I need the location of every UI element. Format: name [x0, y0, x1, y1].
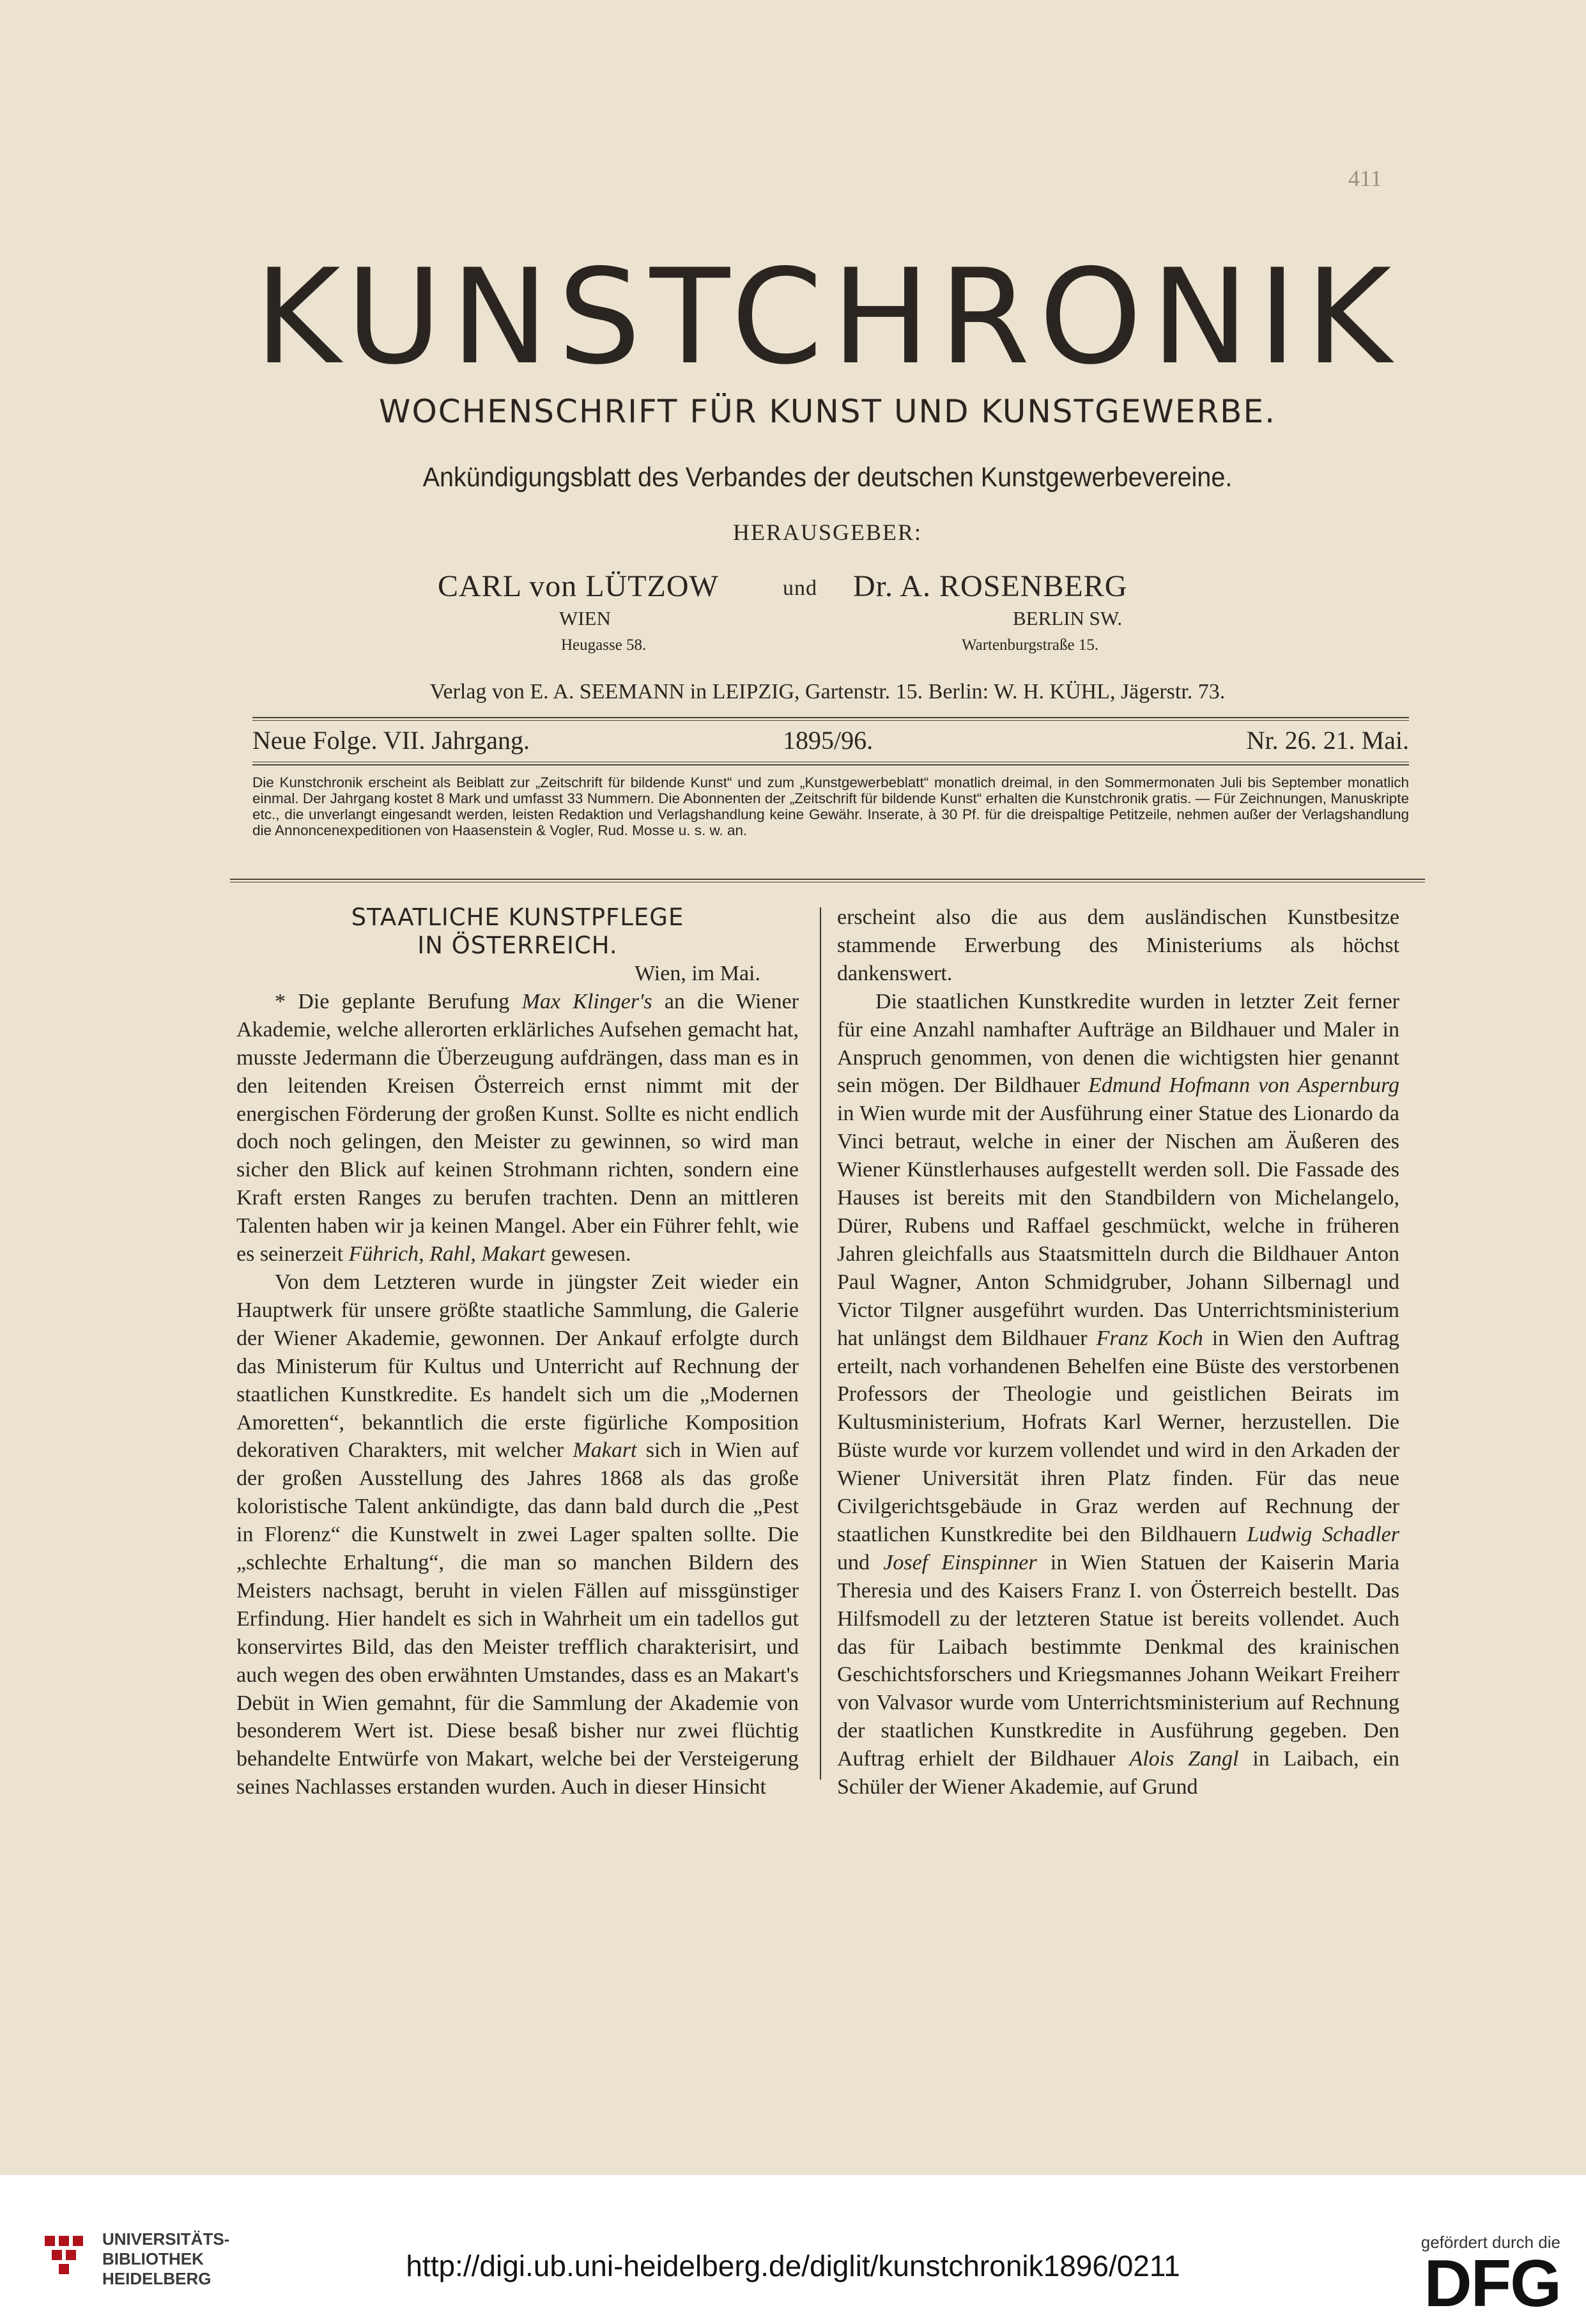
rule-issue [252, 764, 1409, 766]
emphasis: Makart [573, 1438, 637, 1463]
masthead-announcement: Ankündigungsblatt des Verbandes der deutschen Kunstgewerbevereine. [422, 462, 1233, 493]
emphasis: Alois Zangl [1129, 1747, 1239, 1771]
column-left [236, 904, 799, 1801]
article-title-line1: STAATLICHE KUNSTPFLEGE [351, 904, 684, 931]
paragraph: Die staatlichen Kunstkredite wurden in letzter Zeit ferner für eine Anzahl namhafter Aufträge an Bildhauer und Maler in Anspruch genommen, von denen die wichtigsten hier genannt sein mögen. Der Bildhauer Edmund Hofmann von Aspernburg in Wien wurde mit der Ausführung einer Statue des Lionardo da Vinci betraut, welche in einer der Nischen am Äußeren des Wiener Künstlerhauses aufgestellt werden soll. Die Fassade des Hauses ist bereits mit den Standbildern von Michelangelo, Dürer, Rubens und Raffael geschmückt, welche in früheren Jahren gleichfalls aus Staatsmitteln durch die Bildhauer Anton Paul Wagner, Anton Schmidgruber, Johann Silbernagl und Victor Tilgner ausgeführt wurden. Das Unterrichtsministerium hat unlängst dem Bildhauer Franz Koch in Wien den Auftrag erteilt, nach vorhandenen Behelfen eine Büste des verstorbenen Professors der Theologie und geistlichen Beirats im Kultusministerium, Hofrats Karl Werner, herzustellen. Die Büste wurde vor kurzem vollendet und wird in den Arkaden der Wiener Universität ihren Platz finden. Für das neue Civilgerichtsgebäude in Graz werden auf Rechnung der staatlichen Kunstkredite bei den Bildhauern Ludwig Schadler und Josef Einspinner in Wien Statuen der Kaiserin Maria Theresia und des Kaisers Franz I. von Österreich bestellt. Das Hilfsmodell zu der letzteren Statue ist bereits vollendet. Auch das für Laibach bestimmte Denkmal des krainischen Geschichtsforschers und Kriegsmannes Johann Weikart Freiherr von Valvasor wurde vom Unterrichtsministerium auf Rechnung der staatlichen Kunstkredite in Ausführung gegeben. Den Auftrag erhielt der Bildhauer Alois Zangl in Laibach, ein Schüler der Wiener Akademie, auf Grund [837, 989, 1400, 1799]
source-url-link[interactable]: http://digi.ub.uni-heidelberg.de/diglit/kunstchronik1896/0211 [406, 2249, 1180, 2282]
issue-number: Nr. 26. 21. Mai. [1246, 726, 1409, 755]
issue-series: Neue Folge. VII. Jahrgang. [252, 726, 530, 755]
address-left: Heugasse 58. [561, 636, 647, 654]
city-right: BERLIN SW. [1013, 607, 1123, 629]
emphasis: Max Klinger's [521, 989, 652, 1013]
masthead-title: KUNSTCHRONIK [254, 242, 1401, 394]
editors-line [230, 569, 1425, 607]
editors-label: HERAUSGEBER: [732, 519, 923, 545]
page-number: 411 [1348, 165, 1382, 191]
dfg-logo: DFG [1424, 2247, 1560, 2321]
emphasis: Franz Koch [1096, 1326, 1203, 1350]
emphasis: Josef Einspinner [883, 1550, 1037, 1574]
article-dateline: Wien, im Mai. [635, 962, 760, 985]
rule-top-thin [252, 720, 1409, 721]
issue-years: 1895/96. [783, 726, 874, 755]
city-left: WIEN [559, 607, 611, 629]
column-right [837, 904, 1399, 1801]
rule-notice [230, 879, 1425, 880]
editor-left: CARL von LÜTZOW [438, 569, 719, 603]
library-name: UNIVERSITÄTS- BIBLIOTHEK HEIDELBERG [102, 2229, 230, 2288]
publisher-line: Verlag von E. A. SEEMANN in LEIPZIG, Gartenstr. 15. Berlin: W. H. KÜHL, Jägerstr. 73. [429, 680, 1226, 704]
emphasis: Edmund Hofmann von Aspernburg [1088, 1074, 1399, 1098]
masthead-subtitle: WOCHENSCHRIFT FÜR KUNST UND KUNSTGEWERBE. [379, 393, 1276, 430]
issue-line [252, 725, 1409, 757]
funded-by-label: gefördert durch die [1420, 2233, 1560, 2252]
editors-and: und [783, 576, 817, 600]
digitization-footer [0, 2175, 1586, 2324]
article-title-line2: IN ÖSTERREICH. [417, 932, 618, 959]
emphasis: Führich, Rahl, Makart [348, 1242, 546, 1266]
paragraph: * Die geplante Berufung Max Klinger's an die Wiener Akademie, welche allerorten erklärliches Aufsehen gemacht hat, musste Jedermann die Überzeugung aufdrängen, dass man es in den leitenden Kreisen Österreich ernst nimmt mit der energischen Förderung der großen Kunst. Sollte es nicht endlich doch noch gelingen, den Meister zu gewinnen, so wird man sicher den Blick auf keinen Strohmann richten, sondern eine Kraft ersten Ranges zu berufen trachten. Denn an mittleren Talenten haben wir ja keinen Mangel. Aber ein Führer fehlt, wie es seinerzeit Führich, Rahl, Makart gewesen. [236, 989, 799, 1266]
column-divider [820, 907, 821, 1780]
paragraph: erscheint also die aus dem ausländischen Kunstbesitze stammende Erwerbung des Ministeriums als höchst dankenswert. [837, 905, 1399, 985]
address-right: Wartenburgstraße 15. [962, 636, 1099, 654]
editor-right: Dr. A. ROSENBERG [853, 569, 1128, 603]
subscription-notice: Die Kunstchronik erscheint als Beiblatt zur „Zeitschrift für bildende Kunst“ und zum „Kunstgewerbeblatt“ monatlich dreimal, in den Sommermonaten Juli bis September monatlich einmal. Der Jahrgang kostet 8 Mark und umfasst 33 Nummern. Die Abonnenten der „Zeitschrift für bildende Kunst“ erhalten die Kunstchronik gratis. — Für Zeichnungen, Manuskripte etc., die unverlangt eingesandt werden, leisten Redaktion und Verlagshandlung keine Gewähr. Inserate, à 30 Pf. für die dreispaltige Petitzeile, nehmen außer der Verlagshandlung die Annoncenexpeditionen von Haasenstein & Vogler, Rud. Mosse u. s. w. an. [252, 774, 1409, 838]
rule-top [252, 717, 1409, 718]
paragraph: Von dem Letzteren wurde in jüngster Zeit wieder ein Hauptwerk für unsere größte staatliche Sammlung, die Galerie der Wiener Akademie, gewonnen. Der Ankauf erfolgte durch das Ministerum für Kultus und Unterricht auf Rechnung der staatlichen Kunstkredite. Es handelt sich um die „Modernen Amoretten“, bekanntlich die erste figürliche Komposition dekorativen Charakters, mit welcher Makart sich in Wien auf der großen Ausstellung des Jahres 1868 als das große koloristische Talent ankündigte, das dann bald durch die „Pest in Florenz“ die Kunstwelt in zwei Lager spalten sollte. Die „schlechte Erhaltung“, die man so manchen Bildern des Meisters nachsagt, beruht in vielen Fällen auf missgünstiger Erfindung. Hier handelt es sich in Wahrheit um ein tadellos gut konservirtes Bild, das den Meister trefflich charakterisirt, und auch wegen des oben erwähnten Umstandes, dass es an Makart's Debüt in Wien gemahnt, für die Sammlung der Akademie von besonderem Wert ist. Diese besaß bisher nur zwei flüchtig behandelte Entwürfe von Makart, welche bei der Versteigerung seines Nachlasses erstanden wurden. Auch in dieser Hinsicht [236, 1270, 799, 1799]
emphasis: Ludwig Schadler [1247, 1522, 1399, 1546]
